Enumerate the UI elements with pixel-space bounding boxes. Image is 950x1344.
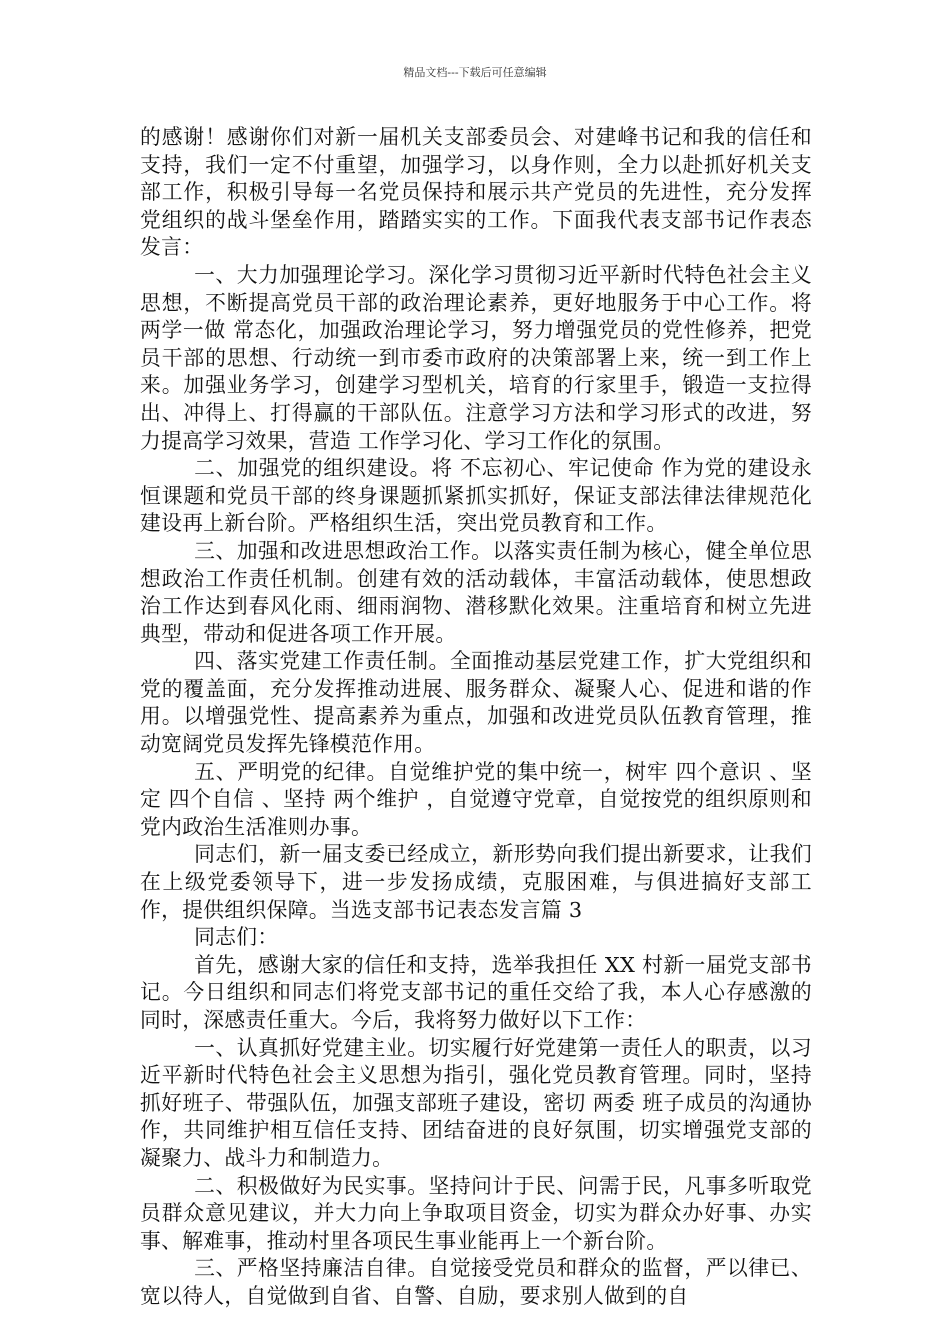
paragraph-thanks: 首先，感谢大家的信任和支持，选举我担任 XX 村新一届党支部书记。今日组织和同志们将党支部书记的重任交给了我，本人心存感激的同时，深感责任重大。今后，我将努力做好以下工作： xyxy=(140,952,812,1032)
paragraph-integrity: 三、严格坚持廉洁自律。自觉接受党员和群众的监督，严以律已、宽以待人，自觉做到自省、自警、自励，要求别人做到的自 xyxy=(140,1256,812,1308)
paragraph-theory-study: 一、大力加强理论学习。深化学习贯彻习近平新时代特色社会主义思想，不断提高党员干部的政治理论素养，更好地服务于中心工作。将 两学一做 常态化，加强政治理论学习，努力增强党员的党性修养，把党员干部的思想、行动统一到市委市政府的决策部署上来，统一到工作上来。加强业务学习，创建学习型机关，培育的行家里手，锻造一支拉得出、冲得上、打得赢的干部队伍。注意学习方法和学习形式的改进，努力提高学习效果，营造 工作学习化、学习工作化的氛围。 xyxy=(140,262,812,453)
document-body xyxy=(140,124,812,1311)
paragraph-party-building: 一、认真抓好党建主业。切实履行好党建第一责任人的职责，以习近平新时代特色社会主义思想为指引，强化党员教育管理。同时，坚持抓好班子、带强队伍，加强支部班子建设，密切 两委 班子成员的沟通协作，共同维护相互信任支持、团结奋进的良好氛围，切实增强党支部的凝聚力、战斗力和制造力。 xyxy=(140,1035,812,1170)
paragraph-organization: 二、加强党的组织建设。将 不忘初心、牢记使命 作为党的建设永恒课题和党员干部的终身课题抓紧抓实抓好，保证支部法律法律规范化建设再上新台阶。严格组织生活，突出党员教育和工作。 xyxy=(140,456,812,536)
paragraph-salutation: 同志们： xyxy=(194,925,279,950)
paragraph-ideology-work: 三、加强和改进思想政治工作。以落实责任制为核心，健全单位思想政治工作责任机制。创建有效的活动载体，丰富活动载体，使思想政治工作达到春风化雨、细雨润物、潜移默化效果。注重培育和树立先进典型，带动和促进各项工作开展。 xyxy=(140,538,812,646)
page-header: 精品文档---下载后可任意编辑 xyxy=(403,66,547,79)
paragraph-opening: 的感谢！感谢你们对新一届机关支部委员会、对建峰书记和我的信任和支持，我们一定不付重望，加强学习，以身作则，全力以赴抓好机关支部工作，积极引导每一名党员保持和展示共产党员的先进性，充分发挥党组织的战斗堡垒作用，踏踏实实的工作。下面我代表支部书记作表态发言： xyxy=(140,125,812,260)
paragraph-public-service: 二、积极做好为民实事。坚持问计于民、问需于民，凡事多听取党员群众意见建议，并大力向上争取项目资金，切实为群众办好事、办实事、解难事，推动村里各项民生事业能再上一个新台阶。 xyxy=(140,1173,812,1253)
paragraph-responsibility: 四、落实党建工作责任制。全面推动基层党建工作，扩大党组织和党的覆盖面，充分发挥推动进展、服务群众、凝聚人心、促进和谐的作用。以增强党性、提高素养为重点，加强和改进党员队伍教育管理，推动宽阔党员发挥先锋模范作用。 xyxy=(140,649,812,757)
paragraph-discipline: 五、严明党的纪律。自觉维护党的集中统一，树牢 四个意识 、坚定 四个自信 、坚持 两个维护 ，自觉遵守党章，自觉按党的组织原则和党内政治生活准则办事。 xyxy=(140,759,812,839)
paragraph-closing: 同志们，新一届支委已经成立，新形势向我们提出新要求，让我们在上级党委领导下，进一步发扬成绩，克服困难，与俱进搞好支部工作，提供组织保障。当选支部书记表态发言篇 3 xyxy=(140,842,812,922)
